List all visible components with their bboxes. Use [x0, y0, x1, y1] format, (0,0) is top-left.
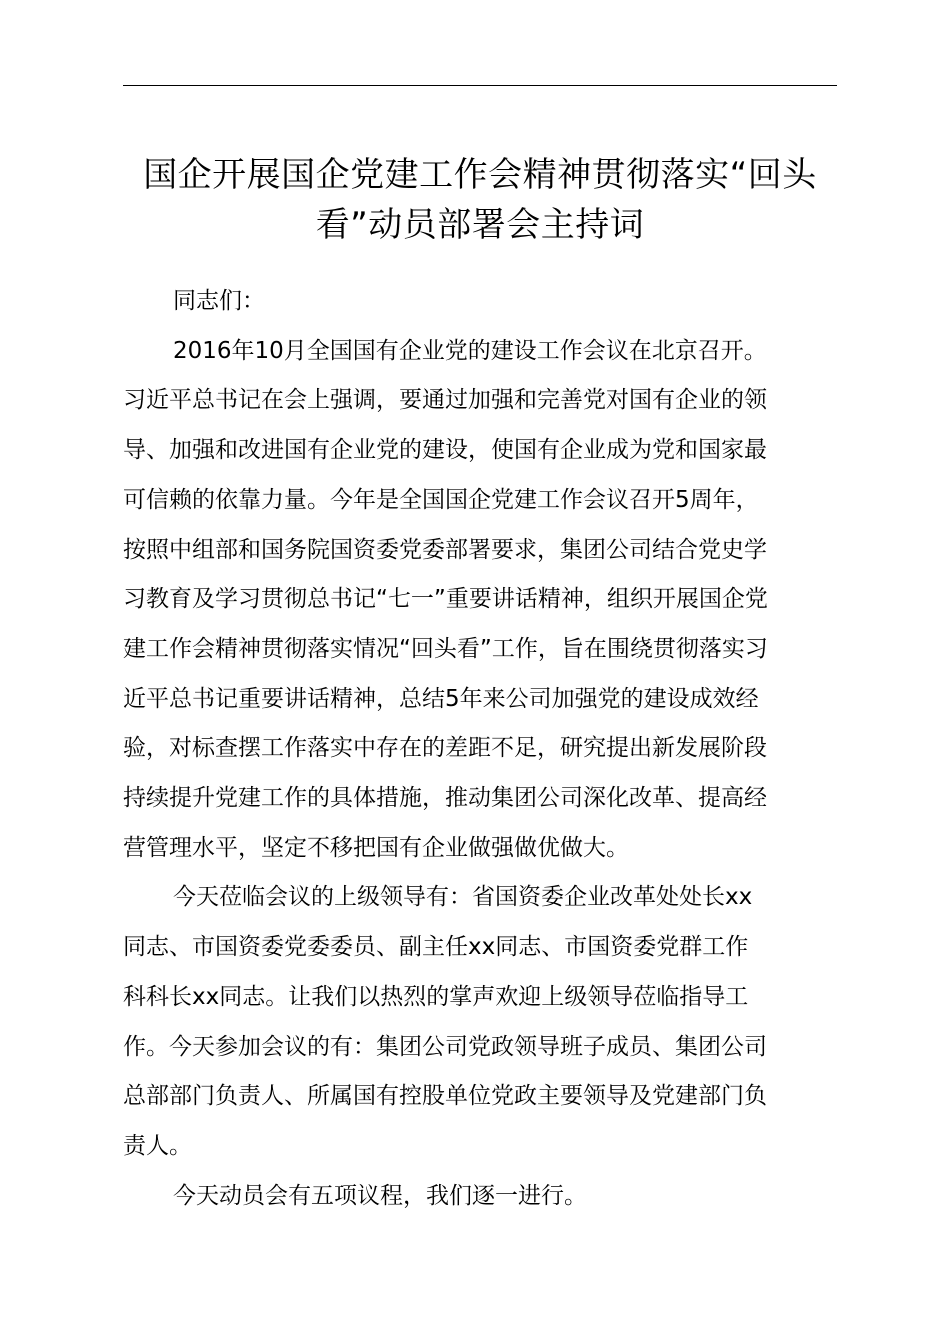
salutation-text: 同志们： [173, 288, 265, 314]
paragraph-1 [123, 327, 837, 874]
text-line: 建工作会精神贯彻落实情况“回头看”工作，旨在围绕贯彻落实习 [123, 635, 768, 662]
text-line: 验，对标查摆工作落实中存在的差距不足，研究提出新发展阶段 [123, 735, 767, 762]
paragraph-3 [123, 1172, 837, 1222]
text-line: 近平总书记重要讲话精神，总结5年来公司加强党的建设成效经 [123, 685, 759, 712]
text-line: 今天动员会有五项议程，我们逐一进行。 [173, 1182, 587, 1209]
text-line: 2016年10月全国国有企业党的建设工作会议在北京召开。 [173, 337, 767, 364]
text-line: 导、加强和改进国有企业党的建设，使国有企业成为党和国家最 [123, 437, 767, 464]
paragraph-2 [123, 873, 837, 1171]
header-rule [123, 85, 837, 86]
text-line: 习近平总书记在会上强调，要通过加强和完善党对国有企业的领 [123, 387, 767, 414]
text-line: 按照中组部和国务院国资委党委部署要求，集团公司结合党史学 [123, 536, 767, 563]
text-line: 可信赖的依靠力量。今年是全国国企党建工作会议召开5周年， [123, 486, 759, 513]
text-line: 总部部门负责人、所属国有控股单位党政主要领导及党建部门负 [123, 1083, 767, 1110]
text-line: 习教育及学习贯彻总书记“七一”重要讲话精神，组织开展国企党 [123, 586, 768, 613]
title-line-2: 看”动员部署会主持词 [315, 205, 645, 245]
salutation [123, 277, 837, 327]
text-line: 营管理水平，坚定不移把国有企业做强做优做大。 [123, 834, 629, 861]
title-line-1: 国企开展国企党建工作会精神贯彻落实“回头 [143, 155, 817, 195]
document-title [123, 150, 837, 250]
text-line: 今天莅临会议的上级领导有：省国资委企业改革处处长xx [173, 884, 753, 911]
text-line: 同志、市国资委党委委员、副主任xx同志、市国资委党群工作 [123, 934, 749, 961]
text-line: 作。今天参加会议的有：集团公司党政领导班子成员、集团公司 [123, 1033, 767, 1060]
text-line: 责人。 [123, 1132, 192, 1159]
text-line: 科科长xx同志。让我们以热烈的掌声欢迎上级领导莅临指导工 [123, 983, 749, 1010]
text-line: 持续提升党建工作的具体措施，推动集团公司深化改革、提高经 [123, 785, 767, 812]
document-body [123, 277, 837, 1221]
